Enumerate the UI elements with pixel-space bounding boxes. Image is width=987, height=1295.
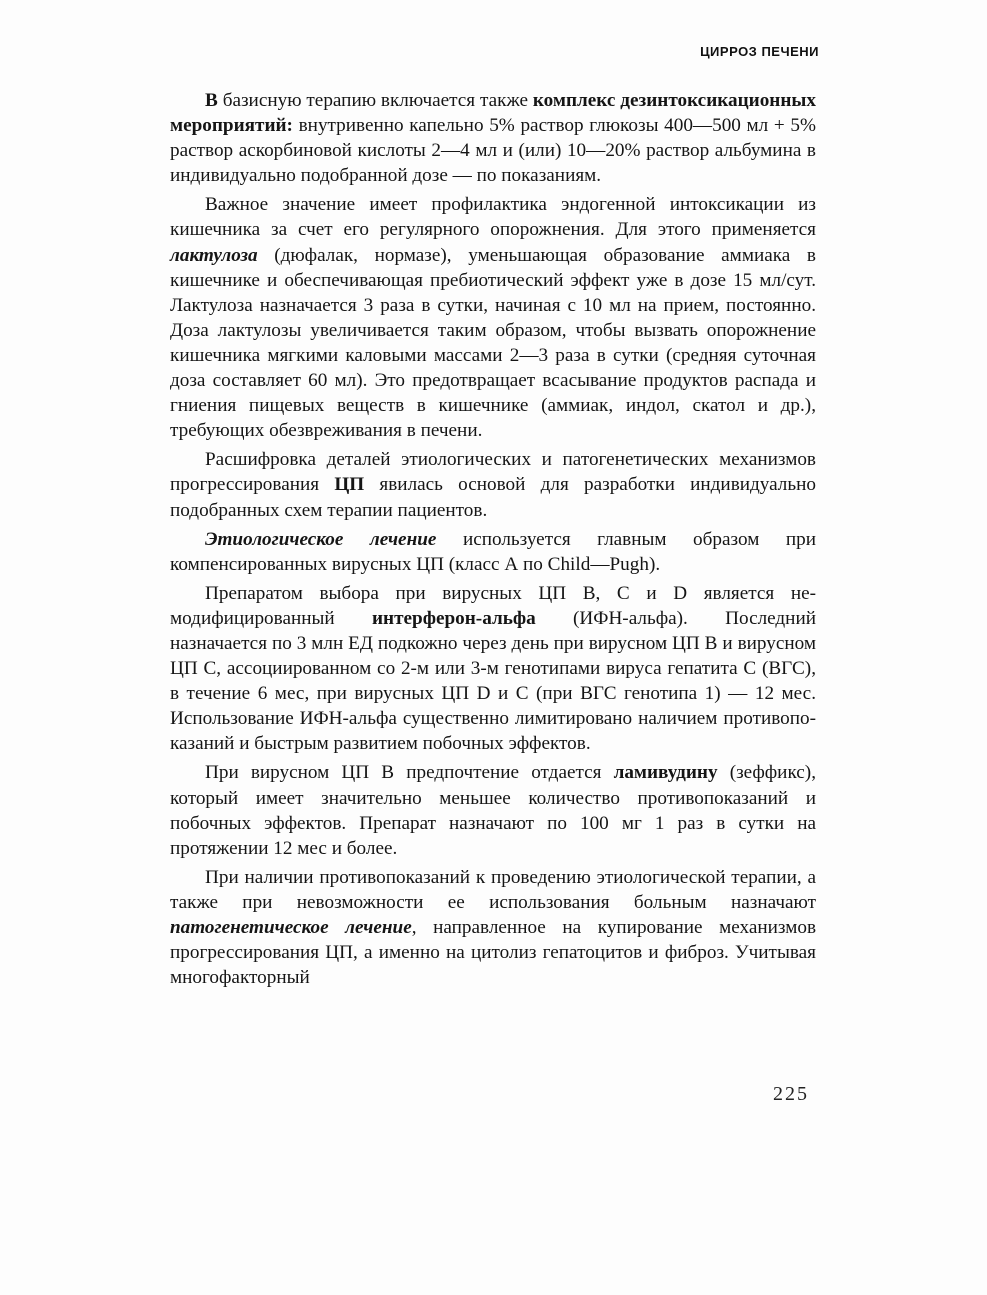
text-run: (ИФН-альфа). Последний назначается по 3 млн ЕД подкожно через день при вирусном ЦП В и вирусном ЦП С, ассоциированном со 2-м или 3-м генотипами вируса гепатита С (ВГС), в течение 6 мес, при вирусных ЦП D и С (при ВГС генотипа 1) — 12 мес. Использование ИФН-альфа существенно лимитировано наличием противопоказаний и быстрым развитием побочных эффектов. (170, 607, 816, 755)
bold-term-lamivudine: ламивудину (613, 762, 718, 784)
text-run: При вирусном ЦП В предпочтение отдается (205, 762, 614, 784)
text-run: Расшифровка деталей этиологических и патогенетических механизмов прогрессирования (170, 449, 816, 496)
body-text (170, 88, 816, 994)
paragraph-lactulose (170, 192, 816, 443)
text-run: используется главным образом при компенсированных вирусных ЦП (класс А по Child—Pugh). (170, 528, 817, 575)
paragraph-pathogenetic (170, 865, 816, 990)
bold-italic-term-etiological-treatment: Этиологическое лечение (205, 528, 437, 550)
text-run: внутривенно капельно 5% раствор глюкозы 400—500 мл + 5% раствор аскорбиновой кислоты 2—4 мл и (или) 10—20% раствор альбумина в индивидуально подобранной дозе — по показаниям. (170, 115, 816, 187)
paragraph-mechanisms (170, 447, 816, 522)
bold-italic-term-lactulose: лактулоза (170, 244, 258, 266)
page-number: 225 (773, 1083, 809, 1105)
bold-term-interferon-alpha: интерферон-альфа (371, 607, 536, 629)
text-run: (зеффикс), который имеет значительно меньшее количество противопоказаний и побочных эффектов. Препарат назначают по 100 мг 1 раз в сутки на протяжении 12 мес и более. (170, 762, 816, 859)
bold-italic-term-pathogenetic-treatment: патогенетическое лечение (170, 917, 412, 938)
text-run: Препаратом выбора при вирусных ЦП В, С и D является немодифицированный (170, 582, 816, 629)
bold-term-detox-measures: комплекс дезинтоксикационных мероприятий: (170, 90, 816, 137)
running-head: ЦИРРОЗ ПЕЧЕНИ (700, 44, 819, 59)
paragraph-lamivudine (170, 760, 816, 860)
text-run: явилась основой для разработки индивидуально подобранных схем терапии пациентов. (170, 474, 816, 521)
text-run: При наличии противопоказаний к проведению этиологической терапии, а также при невозможности ее использования больным назначают (170, 866, 816, 913)
paragraph-interferon (170, 581, 816, 757)
paragraph-etiological (170, 527, 816, 577)
text-run: (дюфалак, нормазе), уменьшающая образование аммиака в кишечнике и обеспечивающая пребиотический эффект уже в дозе 15 мл/сут. Лактулоза назначается 3 раза в сутки, начиная с 10 мл на прием, постоянно. Доза лактулозы увеличивается таким образом, чтобы вызвать опорожнение кишечника мягкими каловыми массами 2—3 раза в сутки (средняя суточная доза составляет 60 мл). Это предотвращает всасывание продуктов распада и гниения пищевых веществ в кишечнике (аммиак, индол, скатол и др.), требующих обезвреживания в печени. (170, 244, 816, 442)
text-run: Важное значение имеет профилактика эндогенной интоксикации из кишечника за счет его регулярного опорожнения. Для этого применяется (170, 194, 816, 241)
bold-run: В (205, 90, 218, 111)
text-run: базисную терапию включается также (217, 90, 533, 111)
paragraph-detox (170, 88, 816, 188)
text-run: , направленное на купирование механизмов прогрессирования ЦП, а именно на цитолиз гепатоцитов и фиброз. Учитывая многофакторный (170, 917, 817, 989)
bold-term-cp: ЦП (334, 474, 365, 496)
